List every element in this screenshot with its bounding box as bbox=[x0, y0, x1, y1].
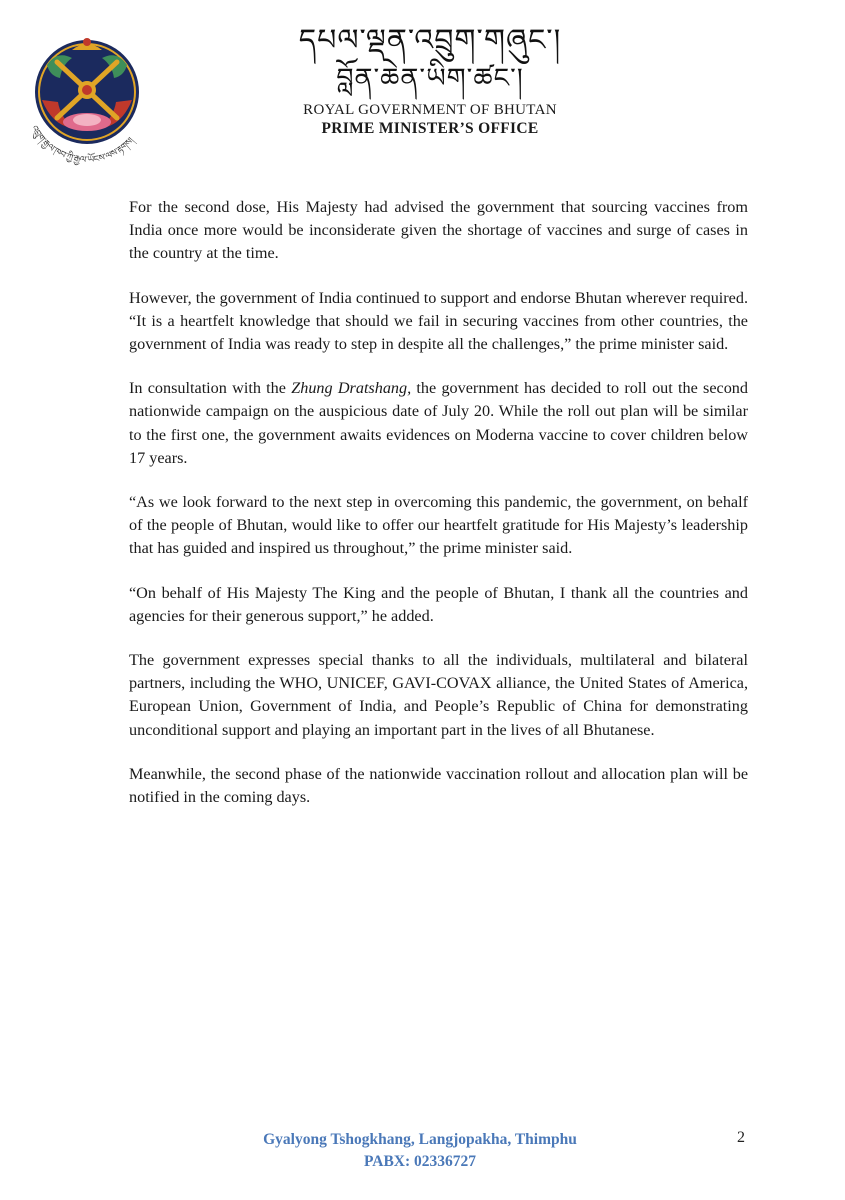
paragraph-5: “On behalf of His Majesty The King and the people of Bhutan, I thank all the countries and agencies for their generous support,” he added. bbox=[129, 583, 748, 625]
paragraph-1: For the second dose, His Majesty had advised the government that sourcing vaccines from India once more would be inconsiderate given the shortage of vaccines and surge of cases in the country at the time. bbox=[129, 198, 748, 263]
letterhead bbox=[250, 22, 610, 138]
footer-address: Gyalyong Tshogkhang, Langjopakha, Thimphu bbox=[263, 1131, 577, 1148]
page-number: 2 bbox=[737, 1129, 745, 1146]
emblem-ring-text: འབྲུག་རྒྱལ་ཁབ་ཀྱི་རྒྱལ་ཡོངས་ལས་རྟགས། bbox=[28, 124, 137, 166]
paragraph-3 bbox=[129, 377, 748, 470]
press-release-body bbox=[129, 196, 748, 830]
paragraph-3-italic-term: Zhung Dratshang, bbox=[291, 379, 412, 398]
paragraph-3-rest: the government has decided to roll out the second nationwide campaign on the auspicious date of July 20. While the roll out plan will be similar to the first one, the government awaits evidences on Moderna vaccine to cover children below 17 years. bbox=[129, 379, 748, 467]
royal-emblem-logo bbox=[12, 30, 162, 180]
dzongkha-title-line-1: དཔལ་ལྡན་འབྲུག་གཞུང་། bbox=[298, 23, 562, 58]
paragraph-4: “As we look forward to the next step in overcoming this pandemic, the government, on behalf of the people of Bhutan, would like to offer our heartfelt gratitude for His Majesty’s leadership that has guided and inspired us throughout,” the prime minister said. bbox=[129, 493, 748, 558]
footer-address-block bbox=[200, 1129, 640, 1173]
organization-name: ROYAL GOVERNMENT OF BHUTAN bbox=[303, 102, 557, 118]
paragraph-3-start: In consultation with the bbox=[129, 379, 292, 398]
office-name: PRIME MINISTER’S OFFICE bbox=[321, 120, 539, 137]
paragraph-7: Meanwhile, the second phase of the nationwide vaccination rollout and allocation plan will be notified in the coming days. bbox=[129, 764, 748, 807]
dzongkha-title-line-2: བློན་ཆེན་ཡིག་ཚང་། bbox=[336, 63, 524, 94]
paragraph-6: The government expresses special thanks to all the individuals, multilateral and bilateral partners, including the WHO, UNICEF, GAVI-COVAX alliance, the United States of America, European Union, Government of India, and People’s Republic of China for demonstrating unconditional support and playing an important part in the lives of all Bhutanese. bbox=[129, 651, 748, 739]
paragraph-2: However, the government of India continued to support and endorse Bhutan wherever required. “It is a heartfelt knowledge that should we fail in securing vaccines from other countries, the government of India was ready to step in despite all the challenges,” the prime minister said. bbox=[129, 288, 748, 354]
footer-pabx: PABX: 02336727 bbox=[363, 1153, 477, 1170]
